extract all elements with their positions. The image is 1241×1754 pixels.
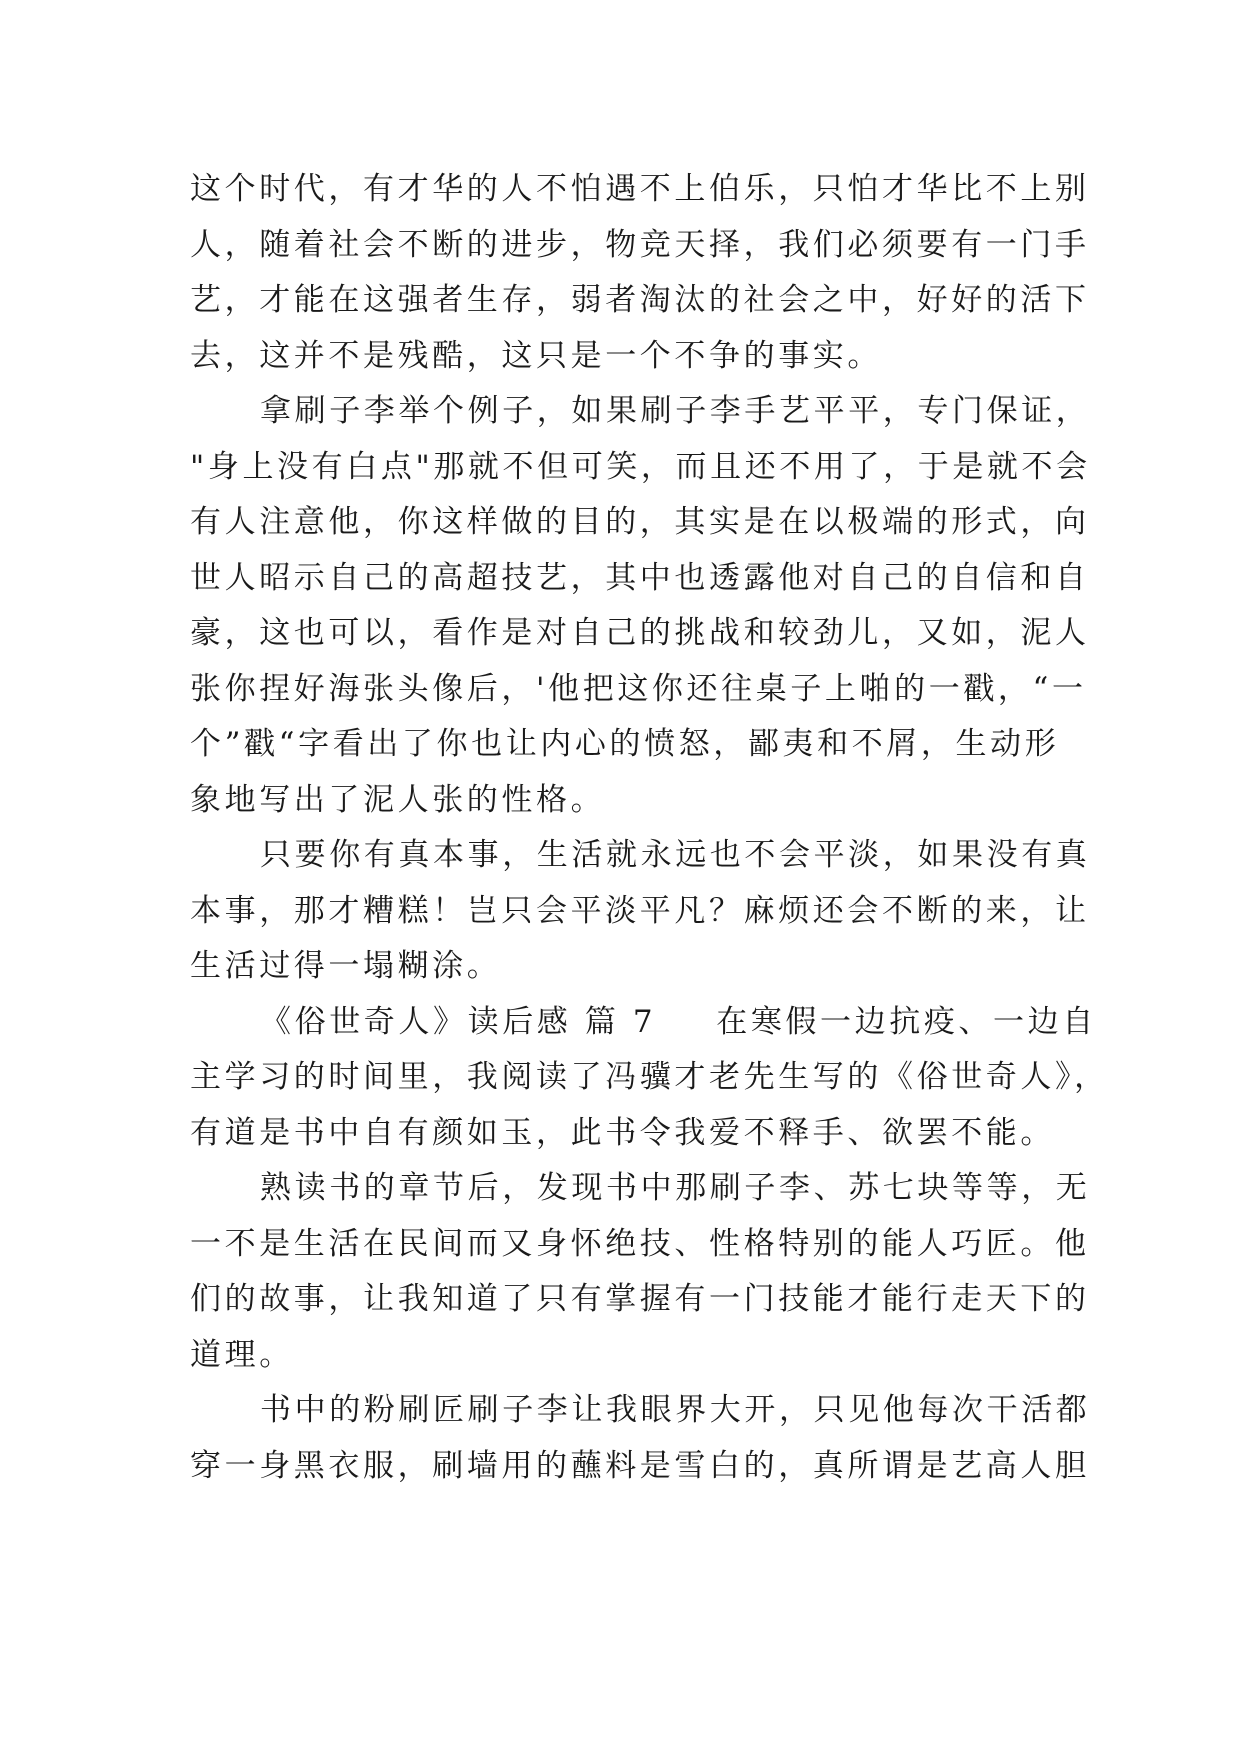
text-line: 有人注意他，你这样做的目的，其实是在以极端的形式，向 [190,504,1090,540]
text-line: 这个时代，有才华的人不怕遇不上伯乐，只怕才华比不上别 [190,171,1090,207]
section-heading-tail: 在寒假一边抗疫、一边自 [716,1003,1097,1040]
text-line: 有道是书中自有颜如玉，此书令我爱不释手、欲罢不能。 [190,1114,1055,1151]
text-line: "身上没有白点"那就不但可笑，而且还不用了，于是就不会 [190,448,1091,485]
text-line-indented: 只要你有真本事，生活就永远也不会平淡，如果没有真 [260,837,1091,873]
text-line: 人，随着社会不断的进步，物竞天择，我们必须要有一门手 [190,226,1090,263]
text-line-indented: 拿刷子李举个例子，如果刷子李手艺平平，专门保证， [260,393,1091,429]
text-line: 个”戳“字看出了你也让内心的愤怒，鄙夷和不屑，生动形 [190,726,1060,762]
section-heading: 《俗世奇人》读后感 篇 7 [260,1003,657,1040]
text-line: 艺，才能在这强者生存，弱者淘汰的社会之中，好好的活下 [190,282,1090,318]
text-line: 主学习的时间里，我阅读了冯骥才老先生写的《俗世奇人》， [190,1059,1109,1095]
text-line: 世人昭示自己的高超技艺，其中也透露他对自己的自信和自 [190,559,1090,596]
document-body [190,162,1109,1494]
text-line-indented: 熟读书的章节后，发现书中那刷子李、苏七块等等，无 [260,1170,1091,1206]
text-line: 豪，这也可以，看作是对自己的挑战和较劲儿，又如，泥人 [190,615,1090,651]
text-line-indented: 书中的粉刷匠刷子李让我眼界大开，只见他每次干活都 [260,1392,1091,1428]
text-line: 道理。 [190,1336,294,1373]
text-line: 穿一身黑衣服，刷墙用的蘸料是雪白的，真所谓是艺高人胆 [190,1447,1090,1484]
text-line: 去，这并不是残酷，这只是一个不争的事实。 [190,337,882,374]
text-line: 生活过得一塌糊涂。 [190,948,502,984]
text-line: 象地写出了泥人张的性格。 [190,781,606,818]
text-line: 们的故事，让我知道了只有掌握有一门技能才能行走天下的 [190,1281,1090,1317]
section-heading-line [190,995,1097,1051]
text-line: 张你捏好海张头像后，'他把这你还往桌子上啪的一戳，“一 [190,670,1087,707]
text-line: 一不是生活在民间而又身怀绝技、性格特别的能人巧匠。他 [190,1225,1090,1262]
text-line: 本事，那才糟糕！岂只会平淡平凡？麻烦还会不断的来，让 [190,892,1090,929]
